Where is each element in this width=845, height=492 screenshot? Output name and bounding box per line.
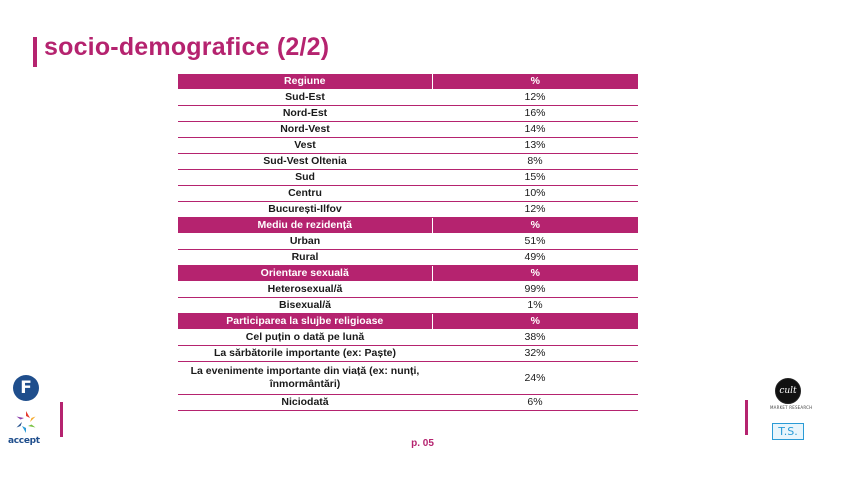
- row-value: 49%: [432, 250, 638, 266]
- ts-logo-icon: T.S.: [772, 423, 804, 440]
- right-divider: [745, 400, 748, 435]
- row-label: Bisexual/ă: [178, 298, 432, 314]
- row-value: 51%: [432, 234, 638, 250]
- table-row: [178, 346, 638, 362]
- row-value: 10%: [432, 186, 638, 202]
- section-header-label: Orientare sexuală: [178, 266, 432, 282]
- row-value: 1%: [432, 298, 638, 314]
- section-header-row: [178, 74, 638, 90]
- row-value: 14%: [432, 122, 638, 138]
- section-header-value: %: [432, 314, 638, 330]
- table-row: [178, 106, 638, 122]
- table-row: [178, 298, 638, 314]
- row-label: Heterosexual/ă: [178, 282, 432, 298]
- table-row: [178, 282, 638, 298]
- table-row: [178, 170, 638, 186]
- row-label: Sud: [178, 170, 432, 186]
- row-value: 8%: [432, 154, 638, 170]
- section-header-label: Participarea la slujbe religioase: [178, 314, 432, 330]
- table-row: [178, 122, 638, 138]
- section-header-row: [178, 266, 638, 282]
- table-row: [178, 202, 638, 218]
- accept-logo-text: accept: [8, 436, 40, 446]
- demographics-table: [178, 74, 638, 411]
- row-value: 12%: [432, 90, 638, 106]
- slide-title: socio-demografice (2/2): [44, 33, 330, 61]
- row-value: 13%: [432, 138, 638, 154]
- table-row: [178, 90, 638, 106]
- row-value: 38%: [432, 330, 638, 346]
- row-label: Cel puțin o dată pe lună: [178, 330, 432, 346]
- table-row: [178, 395, 638, 411]
- row-label: Niciodată: [178, 395, 432, 411]
- table-row: [178, 330, 638, 346]
- row-value: 24%: [432, 362, 638, 395]
- row-value: 32%: [432, 346, 638, 362]
- row-label: Centru: [178, 186, 432, 202]
- table-row: [178, 186, 638, 202]
- table-row: [178, 234, 638, 250]
- row-value: 16%: [432, 106, 638, 122]
- section-header-value: %: [432, 218, 638, 234]
- section-header-label: Mediu de rezidență: [178, 218, 432, 234]
- cult-logo-icon: cult: [775, 378, 801, 404]
- left-divider: [60, 402, 63, 437]
- title-accent-bar: [33, 37, 37, 67]
- row-label: Sud-Vest Oltenia: [178, 154, 432, 170]
- row-label: București-Ilfov: [178, 202, 432, 218]
- table-row: [178, 362, 638, 395]
- section-header-row: [178, 218, 638, 234]
- row-label: La sărbătorile importante (ex: Paște): [178, 346, 432, 362]
- row-label: Vest: [178, 138, 432, 154]
- row-value: 12%: [432, 202, 638, 218]
- row-value: 99%: [432, 282, 638, 298]
- cult-logo-subtext: MARKET RESEARCH: [770, 405, 813, 410]
- section-header-value: %: [432, 74, 638, 90]
- section-header-label: Regiune: [178, 74, 432, 90]
- row-label: Sud-Est: [178, 90, 432, 106]
- row-value: 6%: [432, 395, 638, 411]
- page-number: p. 05: [411, 438, 434, 449]
- row-label: Urban: [178, 234, 432, 250]
- section-header-value: %: [432, 266, 638, 282]
- row-value: 15%: [432, 170, 638, 186]
- row-label: Rural: [178, 250, 432, 266]
- f-logo-icon: F: [13, 375, 39, 401]
- row-label: Nord-Vest: [178, 122, 432, 138]
- row-label: La evenimente importante din viață (ex: nunți, înmormântări): [178, 362, 432, 395]
- row-label: Nord-Est: [178, 106, 432, 122]
- table-row: [178, 250, 638, 266]
- section-header-row: [178, 314, 638, 330]
- table-row: [178, 138, 638, 154]
- table-row: [178, 154, 638, 170]
